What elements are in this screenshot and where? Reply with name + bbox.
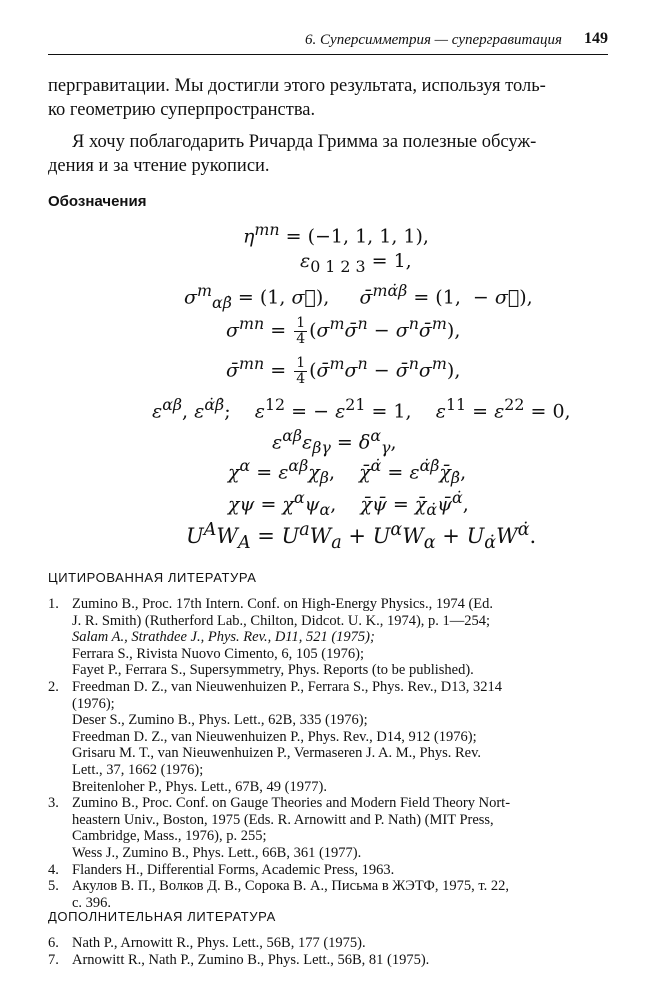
page-number: 149 (584, 30, 608, 47)
reference-line: (1976); (72, 695, 115, 712)
reference-item: 6. Nath P., Arnowitt R., Phys. Lett., 56B, 177 (1975). (48, 935, 610, 952)
running-title: 6. Суперсимметрия — супергравитация (305, 32, 562, 48)
reference-line: Cambridge, Mass., 1976), p. 255; (72, 828, 267, 845)
text-line: дения и за чтение рукописи. (48, 156, 270, 176)
paragraph-acknowledgment (48, 130, 610, 178)
paragraph-end-of-text (48, 74, 610, 122)
reference-line: Fayet P., Ferrara S., Supersymmetry, Phys. Reports (to be published). (72, 662, 474, 679)
equation-raise-index: $\chi^\alpha = \varepsilon^{\alpha\beta}\chi_\beta$, χ̄$^{\alphȧ}$ = $\varepsilon^{\alphȧ\betȧ}\chī_{\betȧ}$, (228, 456, 467, 488)
reference-line: Breitenloher P., Phys. Lett., 67B, 49 (1977). (72, 778, 327, 795)
reference-item: 1. Zumino B., Proc. 17th Intern. Conf. on High-Energy Physics., 1974 (Ed. J. R. Smith) (Rutherford Lab., Chilton, Didcot. U. K., 1974), p. 1—254; Salam A., Strathdee J., Phys. Rev., D11, 521 (1975); Ferrara S., Rivista Nuovo Cimento, 6, 105 (1976); Fayet P., Ferrara S., Supersymmetry, Phys. Reports (to be published). (48, 596, 610, 679)
running-header (48, 28, 608, 55)
reference-line: heastern Univ., Boston, 1975 (Eds. R. Arnowitt and P. Nath) (MIT Press, (72, 811, 494, 828)
equation-sigma-bar-mn: σ̄$^{mn}$ = $\frac{1}{4}$ ($\sigmā^m\sigma^n$ − $\sigmā^n\sigma^m$), (226, 354, 461, 387)
section-heading-additional: ДОПОЛНИТЕЛЬНАЯ ЛИТЕРАТУРА (48, 909, 276, 924)
reference-line: с. 396. (72, 894, 112, 911)
equation-sigma-matrices: $\sigma^m_{\alpha\betȧ} = (1$, σ⃗), σ̄$^{m\alphȧ\beta}$ = (1, − σ⃗), (184, 281, 533, 313)
equation-metric: $\eta^{mn} = (-1$, 1, 1, 1), (243, 220, 429, 248)
reference-line: Deser S., Zumino B., Phys. Lett., 62B, 335 (1976); (72, 712, 368, 729)
reference-line: Wess J., Zumino B., Phys. Lett., 66B, 361 (1977). (72, 844, 362, 861)
reference-line: Nath P., Arnowitt R., Phys. Lett., 56B, 177 (1975). (72, 935, 366, 951)
equation-epsilon-0123: $\varepsilon_{0 1 2 3} = 1$, (300, 250, 412, 276)
reference-line: Freedman D. Z., van Nieuwenhuizen P., Ferrara S., Phys. Rev., D13, 3214 (72, 678, 502, 695)
reference-item: 7. Arnowitt R., Nath P., Zumino B., Phys. Lett., 56B, 81 (1975). (48, 952, 610, 969)
reference-item: 4. Flanders H., Differential Forms, Academic Press, 1963. (48, 862, 610, 879)
text-line: пергравитации. Мы достигли этого результата, используя толь- (48, 76, 546, 96)
equation-epsilon-spinor: $\varepsilon^{\alpha\beta}$, $\varepsilon^{\alphȧ\betȧ}$; $\varepsilon^{12}$ = − $\varepsilon^{21} = 1$, $\varepsilon^{11} = \varepsilon^{22} = 0$, (152, 395, 571, 423)
reference-line: Ferrara S., Rivista Nuovo Cimento, 6, 105 (1976); (72, 645, 364, 662)
equation-sigma-mn: $\sigma^{mn}$ = $\frac{1}{4}$ ($\sigma^m\sigmā^n$ − $\sigma^n\sigmā^m$), (226, 314, 461, 347)
section-heading-cited: ЦИТИРОВАННАЯ ЛИТЕРАТУРА (48, 570, 257, 585)
reference-line: Zumino B., Proc. Conf. on Gauge Theories and Modern Field Theory Nort- (72, 795, 511, 812)
equation-superindex-contraction: $U^AW_A = U^aW_a + U^\alpha W_\alpha + U_{\alphȧ}W^{\alphȧ}$. (186, 520, 537, 554)
reference-line: Grisaru M. T., van Nieuwenhuizen P., Vermaseren J. A. M., Phys. Rev. (72, 745, 482, 762)
reference-line: Arnowitt R., Nath P., Zumino B., Phys. Lett., 56B, 81 (1975). (72, 951, 430, 968)
reference-line: Salam A., Strathdee J., Phys. Rev., D11, 521 (1975); (72, 629, 375, 646)
reference-line: J. R. Smith) (Rutherford Lab., Chilton, Didcot. U. K., 1974), p. 1—254; (72, 612, 491, 629)
text-line: Я хочу поблагодарить Ричарда Гримма за полезные обсуж- (72, 132, 537, 152)
reference-line: Freedman D. Z., van Nieuwenhuizen P., Phys. Rev., D14, 912 (1976); (72, 728, 477, 745)
text-line: ко геометрию суперпространства. (48, 100, 316, 120)
reference-item: 2. Freedman D. Z., van Nieuwenhuizen P., Ferrara S., Phys. Rev., D13, 3214 (1976); Deser S., Zumino B., Phys. Lett., 62B, 335 (1976); Freedman D. Z., van Nieuwenhuizen P., Phys. Rev., D14, 912 (1976); Grisaru M. T., van Nieuwenhuizen P., Vermaseren J. A. M., Phys. Rev. Lett., 37, 1662 (1976); Breitenloher P., Phys. Lett., 67B, 49 (1977). (48, 679, 610, 795)
reference-item: 5. Акулов В. П., Волков Д. В., Сорока В. А., Письма в ЖЭТФ, 1975, т. 22, с. 396. (48, 878, 610, 911)
equation-spinor-product: $\chi\psi = \chi^\alpha\psi_\alpha$, χ̄ψ̄ = $\chī_{\alphȧ}\psī^{\alphȧ}$, (228, 488, 469, 520)
reference-line: Акулов В. П., Волков Д. В., Сорока В. А., Письма в ЖЭТФ, 1975, т. 22, (72, 878, 509, 895)
reference-line: Lett., 37, 1662 (1976); (72, 761, 204, 778)
additional-references-list (48, 935, 610, 968)
reference-line: Zumino B., Proc. 17th Intern. Conf. on High-Energy Physics., 1974 (Ed. (72, 596, 494, 612)
reference-line: Flanders H., Differential Forms, Academic Press, 1963. (72, 861, 395, 878)
reference-item: 3. Zumino B., Proc. Conf. on Gauge Theories and Modern Field Theory Nort- heastern Univ., Boston, 1975 (Eds. R. Arnowitt and P. Nath) (MIT Press, Cambridge, Mass., 1976), p. 255; Wess J., Zumino B., Phys. Lett., 66B, 361 (1977). (48, 795, 610, 861)
section-heading-notation: Обозначения (48, 193, 147, 210)
cited-references-list (48, 596, 610, 911)
equation-epsilon-contraction: $\varepsilon^{\alpha\beta}\varepsilon_{\beta\gamma} = \delta^\alpha_\gamma$, (272, 426, 397, 458)
